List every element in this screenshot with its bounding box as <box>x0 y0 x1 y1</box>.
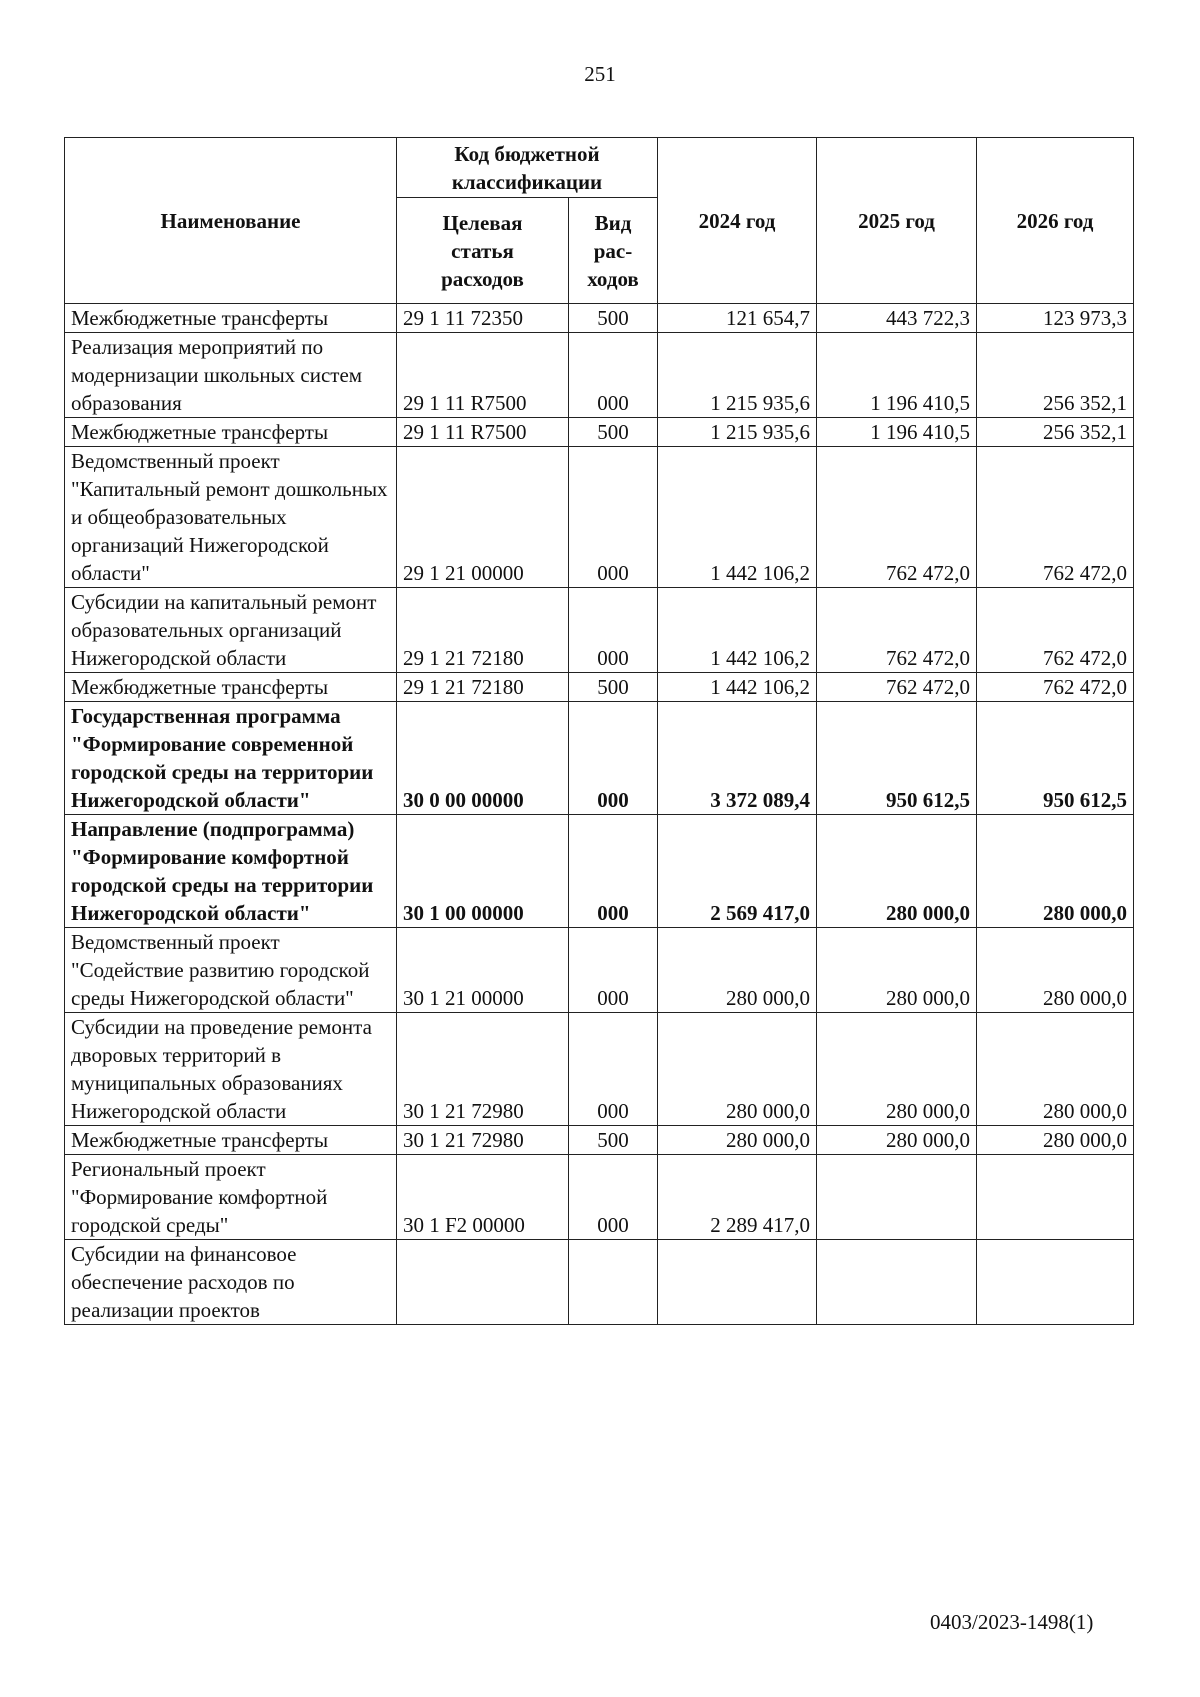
row-2025-cell <box>817 1240 977 1325</box>
row-2024-cell: 2 569 417,0 <box>658 815 817 928</box>
header-expense-type: Вид рас-ходов <box>569 198 658 304</box>
table-body <box>65 304 1134 1325</box>
row-name-cell: Субсидии на финансовое обеспечение расходов по реализации проектов <box>65 1240 397 1325</box>
row-name-cell: Субсидии на капитальный ремонт образовательных организаций Нижегородской области <box>65 588 397 673</box>
row-type-cell: 000 <box>569 447 658 588</box>
table-row <box>65 333 1134 418</box>
row-2025-cell: 280 000,0 <box>817 928 977 1013</box>
row-2025-cell: 762 472,0 <box>817 588 977 673</box>
row-2024-cell: 121 654,7 <box>658 304 817 333</box>
header-2024: 2024 год <box>658 138 817 304</box>
row-name-cell: Региональный проект "Формирование комфортной городской среды" <box>65 1155 397 1240</box>
row-type-cell: 000 <box>569 588 658 673</box>
row-name-cell: Реализация мероприятий по модернизации школьных систем образования <box>65 333 397 418</box>
row-2025-cell: 280 000,0 <box>817 815 977 928</box>
row-2026-cell: 950 612,5 <box>977 702 1134 815</box>
row-type-cell: 000 <box>569 333 658 418</box>
row-2026-cell: 280 000,0 <box>977 815 1134 928</box>
row-2024-cell: 1 442 106,2 <box>658 588 817 673</box>
row-code-cell: 30 1 21 00000 <box>397 928 569 1013</box>
row-type-cell: 500 <box>569 418 658 447</box>
budget-table <box>64 137 1134 1325</box>
row-name-cell: Межбюджетные трансферты <box>65 673 397 702</box>
row-code-cell: 30 1 F2 00000 <box>397 1155 569 1240</box>
row-type-cell: 500 <box>569 673 658 702</box>
row-2025-cell: 1 196 410,5 <box>817 333 977 418</box>
row-2026-cell: 762 472,0 <box>977 447 1134 588</box>
row-code-cell: 30 1 21 72980 <box>397 1126 569 1155</box>
row-code-cell <box>397 1240 569 1325</box>
row-2026-cell: 280 000,0 <box>977 1013 1134 1126</box>
table-row <box>65 304 1134 333</box>
table-row <box>65 1240 1134 1325</box>
row-name-cell: Государственная программа "Формирование современной городской среды на территории Нижегородской области" <box>65 702 397 815</box>
row-2026-cell: 123 973,3 <box>977 304 1134 333</box>
row-type-cell: 000 <box>569 928 658 1013</box>
table-row <box>65 1013 1134 1126</box>
row-2024-cell: 1 215 935,6 <box>658 333 817 418</box>
document-code: 0403/2023-1498(1) <box>930 1610 1094 1634</box>
header-kbk: Код бюджетной классификации <box>397 138 658 198</box>
row-code-cell: 30 1 21 72980 <box>397 1013 569 1126</box>
row-type-cell: 500 <box>569 304 658 333</box>
table-row <box>65 418 1134 447</box>
row-2024-cell: 1 442 106,2 <box>658 673 817 702</box>
row-2025-cell: 950 612,5 <box>817 702 977 815</box>
row-2024-cell: 280 000,0 <box>658 1126 817 1155</box>
row-2024-cell: 3 372 089,4 <box>658 702 817 815</box>
row-code-cell: 29 1 11 72350 <box>397 304 569 333</box>
row-2024-cell: 1 215 935,6 <box>658 418 817 447</box>
row-2026-cell: 762 472,0 <box>977 673 1134 702</box>
table-row <box>65 702 1134 815</box>
header-2026: 2026 год <box>977 138 1134 304</box>
row-type-cell: 000 <box>569 702 658 815</box>
header-name: Наименование <box>65 138 397 304</box>
row-2024-cell <box>658 1240 817 1325</box>
row-2026-cell: 280 000,0 <box>977 1126 1134 1155</box>
row-type-cell: 000 <box>569 1155 658 1240</box>
row-2026-cell: 256 352,1 <box>977 333 1134 418</box>
table-row <box>65 1126 1134 1155</box>
row-2024-cell: 280 000,0 <box>658 1013 817 1126</box>
row-code-cell: 29 1 21 72180 <box>397 673 569 702</box>
page-number: 251 <box>584 62 616 86</box>
header-2025: 2025 год <box>817 138 977 304</box>
row-2026-cell <box>977 1155 1134 1240</box>
row-2026-cell: 280 000,0 <box>977 928 1134 1013</box>
row-2025-cell <box>817 1155 977 1240</box>
row-name-cell: Направление (подпрограмма) "Формирование комфортной городской среды на территории Нижегородской области" <box>65 815 397 928</box>
row-name-cell: Межбюджетные трансферты <box>65 304 397 333</box>
row-2025-cell: 280 000,0 <box>817 1126 977 1155</box>
table-row <box>65 673 1134 702</box>
row-2025-cell: 762 472,0 <box>817 673 977 702</box>
row-2026-cell: 256 352,1 <box>977 418 1134 447</box>
row-name-cell: Ведомственный проект "Содействие развитию городской среды Нижегородской области" <box>65 928 397 1013</box>
row-code-cell: 29 1 11 R7500 <box>397 418 569 447</box>
row-name-cell: Ведомственный проект "Капитальный ремонт дошкольных и общеобразовательных организаций Нижегородской области" <box>65 447 397 588</box>
row-code-cell: 29 1 11 R7500 <box>397 333 569 418</box>
row-code-cell: 30 0 00 00000 <box>397 702 569 815</box>
row-2024-cell: 280 000,0 <box>658 928 817 1013</box>
row-type-cell: 000 <box>569 815 658 928</box>
row-2024-cell: 1 442 106,2 <box>658 447 817 588</box>
header-target-article: Целевая статья расходов <box>397 198 569 304</box>
row-2025-cell: 443 722,3 <box>817 304 977 333</box>
table-row <box>65 815 1134 928</box>
row-type-cell <box>569 1240 658 1325</box>
row-2024-cell: 2 289 417,0 <box>658 1155 817 1240</box>
row-2026-cell: 762 472,0 <box>977 588 1134 673</box>
row-2025-cell: 762 472,0 <box>817 447 977 588</box>
row-name-cell: Межбюджетные трансферты <box>65 1126 397 1155</box>
table-row <box>65 928 1134 1013</box>
table-row <box>65 1155 1134 1240</box>
row-code-cell: 29 1 21 00000 <box>397 447 569 588</box>
row-type-cell: 500 <box>569 1126 658 1155</box>
row-type-cell: 000 <box>569 1013 658 1126</box>
row-2026-cell <box>977 1240 1134 1325</box>
table-row <box>65 447 1134 588</box>
row-name-cell: Субсидии на проведение ремонта дворовых территорий в муниципальных образованиях Нижегородской области <box>65 1013 397 1126</box>
row-name-cell: Межбюджетные трансферты <box>65 418 397 447</box>
row-code-cell: 29 1 21 72180 <box>397 588 569 673</box>
row-code-cell: 30 1 00 00000 <box>397 815 569 928</box>
row-2025-cell: 280 000,0 <box>817 1013 977 1126</box>
row-2025-cell: 1 196 410,5 <box>817 418 977 447</box>
table-row <box>65 588 1134 673</box>
